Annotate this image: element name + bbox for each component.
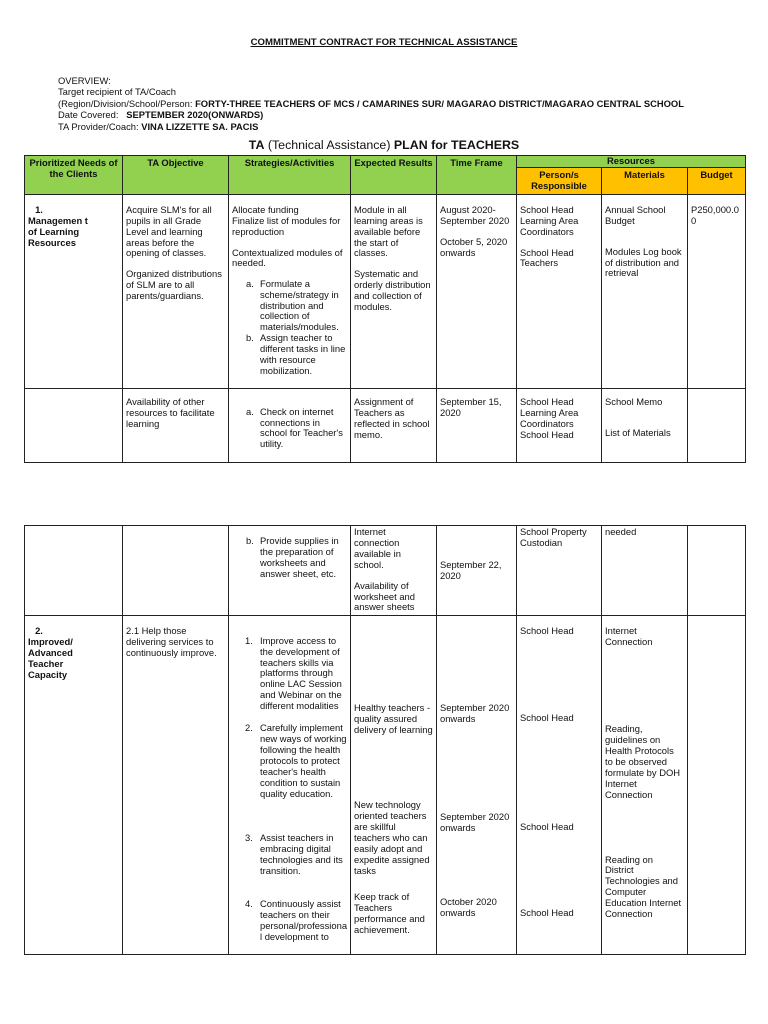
materials-cell: needed [602, 526, 688, 616]
list-marker: 2. [245, 722, 253, 734]
provider-value: VINA LIZZETTE SA. PACIS [141, 120, 259, 132]
col-header-results: Expected Results [351, 156, 437, 195]
objective-cell: 2.1 Help those delivering services to continuously improve. [123, 616, 229, 955]
list-item-text: Assist teachers in embracing digital technologies and its transition. [260, 832, 343, 877]
timeframe-cell [437, 616, 517, 955]
overview-block [58, 75, 684, 132]
strategy-cell [229, 526, 351, 616]
strategy-list [232, 536, 347, 580]
region-value: FORTY-THREE TEACHERS OF MCS / CAMARINES SUR/ MAGARAO DISTRICT/MAGARAO CENTRAL SCHOOL [195, 97, 684, 109]
list-marker: 1. [245, 634, 253, 646]
plan-table-page-1 [24, 155, 746, 463]
person-cell: School Property Custodian [517, 526, 602, 616]
timeframe-cell: September 15, 2020 [437, 389, 517, 462]
strategy-cell [229, 616, 351, 955]
list-item-text: Provide supplies in the preparation of worksheets and answer sheet, etc. [260, 535, 339, 580]
time-text: August 2020-September 2020 [440, 203, 510, 226]
col-header-resources: Resources [517, 156, 746, 168]
col-header-timeframe: Time Frame [437, 156, 517, 195]
list-item [245, 832, 347, 877]
list-marker: b. [246, 332, 254, 344]
results-cell [351, 194, 437, 388]
time-text: October 5, 2020 onwards [440, 235, 508, 258]
table-row [25, 526, 746, 616]
result-text: Systematic and orderly distribution and collection of modules. [354, 268, 431, 313]
list-marker: b. [246, 535, 254, 547]
material-text: Modules Log book of distribution and retrieval [605, 245, 682, 279]
list-marker: a. [246, 277, 254, 289]
material-text: Annual School Budget [605, 203, 666, 226]
plan-middle: (Technical Assistance) [267, 138, 391, 152]
person-text: School Head [520, 712, 574, 724]
material-text: Reading on District Technologies and Computer Education Internet Connection [605, 853, 682, 920]
material-text: Internet Connection [605, 625, 653, 648]
plan-prefix: TA [248, 138, 265, 152]
person-text: School Head Learning Area Coordinators [520, 203, 579, 237]
material-text: School Memo [605, 396, 663, 408]
objective-text: Organized distributions of SLM are to all parents/guardians. [126, 268, 222, 302]
list-item [245, 634, 347, 712]
date-line [58, 109, 684, 120]
date-label: Date Covered: [58, 109, 119, 121]
person-text: School Head [520, 907, 574, 919]
need-number: 1. [35, 203, 43, 215]
budget-cell [688, 389, 746, 462]
strategy-list [232, 407, 347, 451]
col-header-objective: TA Objective [123, 156, 229, 195]
strategy-list [232, 636, 347, 943]
materials-cell [602, 194, 688, 388]
target-label: Target recipient of TA/Coach [58, 86, 176, 98]
overview-label: OVERVIEW: [58, 75, 111, 86]
result-text: New technology oriented teachers are skillful teachers who can easily adopt and expedite assigned tasks [354, 799, 430, 876]
strategy-cell [229, 194, 351, 388]
list-item-text: Continuously assist teachers on their personal/professiona l development to [260, 898, 348, 942]
list-item-text: Check on internet connections in school for Teacher's utility. [260, 405, 343, 450]
provider-line [58, 121, 684, 132]
results-cell: Assignment of Teachers as reflected in school memo. [351, 389, 437, 462]
materials-cell [602, 616, 688, 955]
col-header-needs: Prioritized Needs of the Clients [25, 156, 123, 195]
document-title: COMMITMENT CONTRACT FOR TECHNICAL ASSISTANCE [250, 37, 518, 48]
results-cell [351, 616, 437, 955]
time-text: September 2020 onwards [440, 702, 510, 725]
list-item-text: Carefully implement new ways of working following the health protocols to protect teacher's health condition to sustain quality education. [260, 722, 347, 799]
plan-suffix: PLAN for TEACHERS [393, 138, 520, 152]
objective-cell [123, 526, 229, 616]
col-header-materials: Materials [602, 168, 688, 195]
budget-cell [688, 526, 746, 616]
budget-cell: P250,000.0 0 [688, 194, 746, 388]
table-row [25, 194, 746, 388]
need-text: Improved/ Advanced Teacher Capacity [28, 636, 73, 680]
person-text: School Head Teachers [520, 246, 574, 269]
list-item [245, 898, 348, 943]
need-cell [25, 526, 123, 616]
result-text: Keep track of Teachers performance and achievement. [354, 891, 425, 936]
objective-cell: Availability of other resources to facilitate learning [123, 389, 229, 462]
material-text: List of Materials [605, 427, 671, 439]
materials-cell [602, 389, 688, 462]
strategy-list [232, 279, 347, 377]
plan-table-page-2 [24, 525, 746, 955]
material-text: Reading, guidelines on Health Protocols to be observed formulate by DOH Internet Connection [605, 723, 681, 800]
need-cell [25, 616, 123, 955]
person-text: School Head [520, 625, 574, 637]
date-value: SEPTEMBER 2020(ONWARDS) [126, 109, 264, 121]
strategy-text: Allocate funding [232, 203, 299, 215]
list-marker: 4. [245, 898, 253, 910]
person-cell: School Head Learning Area Coordinators School Head [517, 389, 602, 462]
list-marker: 3. [245, 832, 253, 844]
person-cell [517, 194, 602, 388]
objective-cell [123, 194, 229, 388]
list-item [246, 277, 347, 334]
list-item [245, 722, 347, 799]
need-cell [25, 194, 123, 388]
list-item [246, 332, 347, 377]
result-text: Module in all learning areas is available before the start of classes. [354, 203, 423, 259]
list-item-text: Formulate a scheme/strategy in distribution and collection of materials/modules. [260, 277, 339, 333]
person-cell [517, 616, 602, 955]
need-text: Managemen t of Learning Resources [28, 214, 88, 248]
result-text: Healthy teachers -quality assured delivery of learning [354, 702, 433, 736]
col-header-strategies: Strategies/Activities [229, 156, 351, 195]
need-cell [25, 389, 123, 462]
budget-cell [688, 616, 746, 955]
time-text: October 2020 onwards [440, 895, 497, 918]
col-header-budget: Budget [688, 168, 746, 195]
strategy-text: Contextualized modules of needed. [232, 246, 343, 269]
strategy-cell [229, 389, 351, 462]
timeframe-cell [437, 194, 517, 388]
list-item-text: Assign teacher to different tasks in line with resource mobilization. [260, 332, 346, 376]
person-text: School Head [520, 821, 574, 833]
objective-text: Acquire SLM's for all pupils in all Grade Level and learning areas before the opening of classes. [126, 203, 212, 259]
list-marker: a. [246, 405, 254, 417]
results-cell [351, 526, 437, 616]
region-line [58, 98, 684, 109]
list-item [246, 535, 347, 580]
result-text: Availability of worksheet and answer sheets [354, 579, 415, 613]
col-header-person: Person/s Responsible [517, 168, 602, 195]
table-row [25, 389, 746, 462]
timeframe-cell: September 22, 2020 [437, 526, 517, 616]
strategy-text: Finalize list of modules for reproduction [232, 214, 341, 237]
time-text: September 2020 onwards [440, 811, 510, 834]
provider-label: TA Provider/Coach: [58, 120, 139, 132]
result-text: Internet connection available in school. [354, 526, 401, 570]
need-number: 2. [35, 625, 43, 637]
region-label: (Region/Division/School/Person: [58, 97, 193, 109]
plan-title [0, 138, 768, 152]
list-item-text: Improve access to the development of teachers skills via platforms through online LAC Session and Webinar on the different modalities [260, 634, 342, 712]
table-row [25, 616, 746, 955]
list-item [246, 405, 347, 451]
